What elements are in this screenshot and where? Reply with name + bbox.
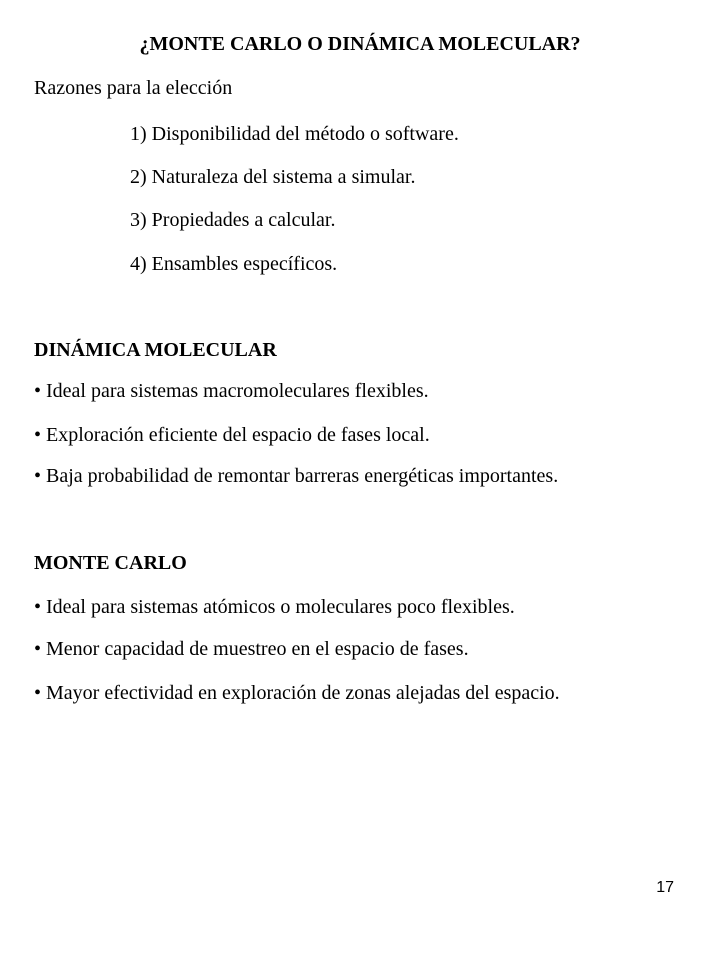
bullet-item: • Menor capacidad de muestreo en el espacio de fases. — [34, 638, 469, 660]
section-heading-monte-carlo: MONTE CARLO — [34, 552, 187, 574]
reason-item: 2) Naturaleza del sistema a simular. — [130, 166, 416, 188]
bullet-item: • Exploración eficiente del espacio de fases local. — [34, 424, 430, 446]
bullet-item: • Ideal para sistemas atómicos o moleculares poco flexibles. — [34, 596, 515, 618]
bullet-item: • Baja probabilidad de remontar barreras energéticas importantes. — [34, 465, 559, 487]
bullet-item: • Mayor efectividad en exploración de zonas alejadas del espacio. — [34, 682, 560, 704]
page-title: ¿MONTE CARLO O DINÁMICA MOLECULAR? — [139, 33, 581, 55]
section-heading-dinamica: DINÁMICA MOLECULAR — [34, 339, 277, 361]
bullet-item: • Ideal para sistemas macromoleculares flexibles. — [34, 380, 429, 402]
intro-text: Razones para la elección — [34, 77, 233, 99]
reason-item: 1) Disponibilidad del método o software. — [130, 123, 459, 145]
reason-item: 4) Ensambles específicos. — [130, 253, 338, 275]
reason-item: 3) Propiedades a calcular. — [130, 209, 336, 231]
page-number: 17 — [656, 879, 674, 896]
